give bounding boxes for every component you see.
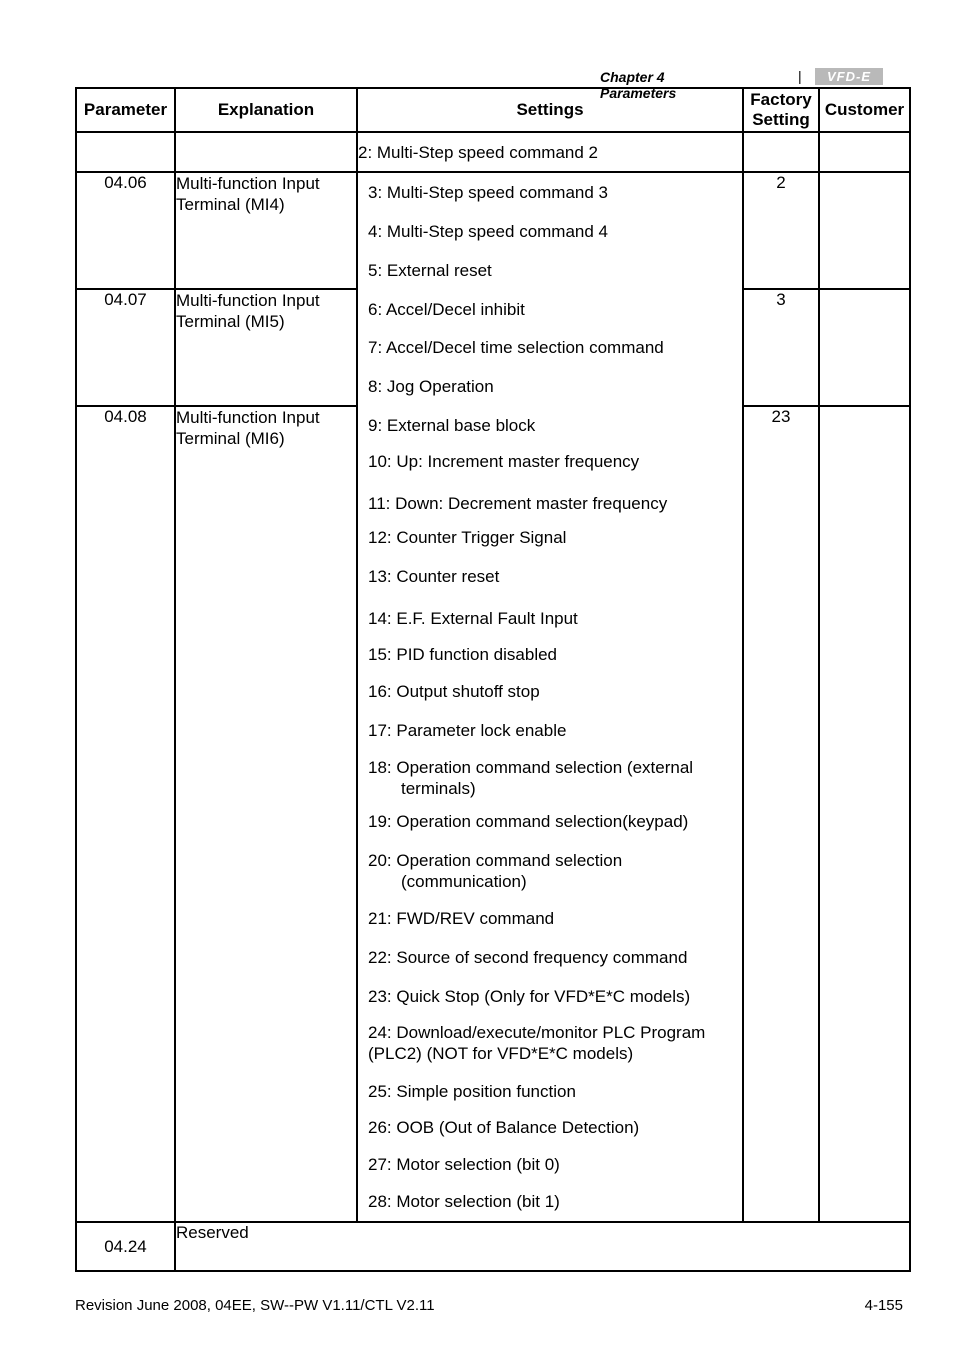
setting-item: 21: FWD/REV command (368, 909, 555, 928)
customer-cell (819, 289, 910, 406)
setting-item: 23: Quick Stop (Only for VFD*E*C models) (368, 987, 691, 1006)
customer-cell (819, 406, 910, 1222)
setting-item: 27: Motor selection (bit 0) (368, 1155, 560, 1174)
setting-item: 12: Counter Trigger Signal (368, 528, 567, 547)
chapter-title: Chapter 4 Parameters (600, 69, 677, 101)
setting-item: 22: Source of second frequency command (368, 948, 688, 967)
setting-item: 11: Down: Decrement master frequency (368, 494, 668, 513)
revision-text: Revision June 2008, 04EE, SW--PW V1.11/CTL V2.11 (75, 1297, 435, 1314)
setting-item: 4: Multi-Step speed command 4 (368, 222, 609, 241)
col-header-explanation: Explanation (175, 88, 357, 132)
reserved-explanation: Reserved (175, 1222, 910, 1271)
setting-item: 15: PID function disabled (368, 645, 558, 664)
param-explanation: Multi-function Input Terminal (MI6) (175, 406, 357, 1222)
col-header-parameter: Parameter (76, 88, 175, 132)
param-explanation: Multi-function Input Terminal (MI5) (175, 289, 357, 406)
col-header-factory-setting (743, 88, 819, 132)
param-number: 04.06 (76, 172, 175, 289)
setting-item (368, 850, 622, 892)
vfd-e-logo: VFD-E (815, 68, 883, 85)
setting-item: 5: External reset (368, 261, 492, 280)
setting-item: 28: Motor selection (bit 1) (368, 1192, 560, 1211)
param-number: 04.08 (76, 406, 175, 1222)
setting-item-continuation: (PLC2) (NOT for VFD*E*C models) (368, 1044, 634, 1063)
col-header-customer: Customer (819, 88, 910, 132)
factory-label-line2: Setting (752, 110, 810, 129)
setting-item: 9: External base block (368, 416, 536, 435)
param-number: 04.07 (76, 289, 175, 406)
parameter-table (75, 87, 911, 1272)
page-number: 4-155 (864, 1297, 903, 1314)
setting-item: 16: Output shutoff stop (368, 682, 540, 701)
setting-item: 19: Operation command selection(keypad) (368, 812, 689, 831)
setting-item-text: 24: Download/execute/monitor PLC Program (368, 1023, 706, 1042)
table-row (76, 132, 910, 172)
settings-cell (357, 172, 743, 1222)
customer-cell (819, 132, 910, 172)
factory-label-line1: Factory (750, 90, 812, 109)
table-header-row (76, 88, 910, 132)
table-row (76, 172, 910, 289)
setting-item: 3: Multi-Step speed command 3 (368, 183, 609, 202)
header-separator: | (798, 68, 802, 84)
setting-item: 10: Up: Increment master frequency (368, 452, 640, 471)
param-number: 04.24 (76, 1222, 175, 1271)
setting-item-continuation: terminals) (401, 779, 476, 798)
factory-cell (743, 132, 819, 172)
setting-item: 7: Accel/Decel time selection command (368, 338, 664, 357)
settings-list (358, 173, 742, 1221)
setting-item-text: 18: Operation command selection (external (368, 758, 694, 777)
param-cell (76, 132, 175, 172)
setting-item: 13: Counter reset (368, 567, 500, 586)
setting-item: 2: Multi-Step speed command 2 (357, 132, 743, 172)
setting-item: 26: OOB (Out of Balance Detection) (368, 1118, 640, 1137)
col-header-settings: Settings (357, 88, 743, 132)
param-explanation: Multi-function Input Terminal (MI4) (175, 172, 357, 289)
factory-setting-value: 2 (743, 172, 819, 289)
setting-item: 8: Jog Operation (368, 377, 494, 396)
setting-item: 14: E.F. External Fault Input (368, 609, 578, 628)
setting-item-text: 20: Operation command selection (368, 851, 623, 870)
setting-item (368, 1022, 705, 1064)
setting-item: 25: Simple position function (368, 1082, 576, 1101)
factory-setting-value: 3 (743, 289, 819, 406)
customer-cell (819, 172, 910, 289)
setting-item (368, 757, 693, 799)
setting-item: 17: Parameter lock enable (368, 721, 567, 740)
setting-item-continuation: (communication) (401, 872, 527, 891)
factory-setting-value: 23 (743, 406, 819, 1222)
table-row (76, 1222, 910, 1271)
setting-item: 6: Accel/Decel inhibit (368, 300, 525, 319)
explanation-cell (175, 132, 357, 172)
